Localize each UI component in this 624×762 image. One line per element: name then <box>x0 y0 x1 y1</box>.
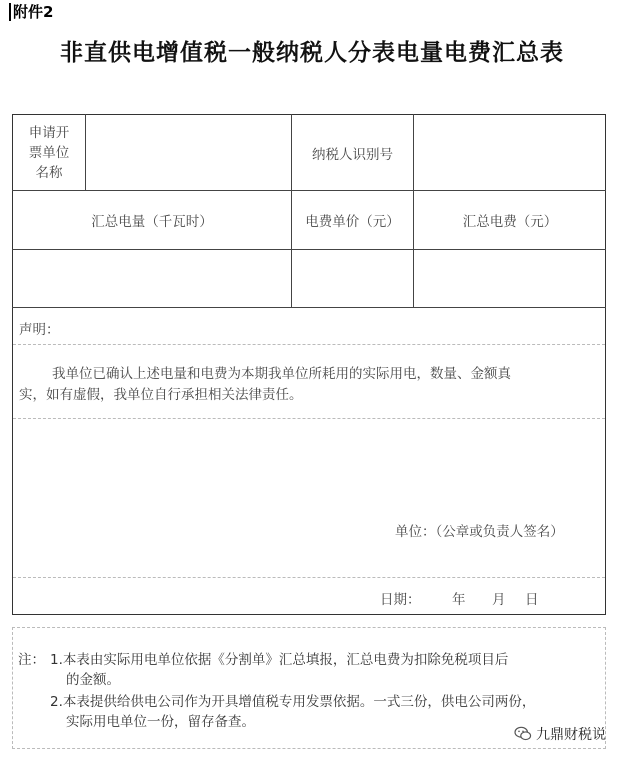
applicant-label-line: 申请开 <box>28 125 70 141</box>
row-divider <box>12 249 606 250</box>
date-label: 日期： <box>380 592 421 608</box>
taxpayer-id-input[interactable] <box>415 116 605 189</box>
form-title: 非直供电增值税一般纳税人分表电量电费汇总表 <box>60 40 564 66</box>
notes-prefix: 注： <box>18 652 45 668</box>
total-kwh-input[interactable] <box>14 251 290 306</box>
date-day: 日 <box>525 592 539 608</box>
attachment-label: 附件2 <box>9 3 53 21</box>
total-kwh-header: 汇总电量（千瓦时） <box>91 214 213 230</box>
watermark-brand <box>514 724 606 744</box>
total-fee-input[interactable] <box>415 251 605 306</box>
note-1-line-1: 1.本表由实际用电单位依据《分割单》汇总填报，汇总电费为扣除免税项目后 <box>50 652 509 668</box>
applicant-name-input[interactable] <box>87 116 290 189</box>
row-divider <box>12 307 606 308</box>
dashed-divider <box>13 577 605 578</box>
declaration-label: 声明： <box>19 322 60 338</box>
dashed-divider <box>13 344 605 345</box>
watermark-text: 九鼎财税说 <box>536 727 606 743</box>
applicant-label-line: 票单位 <box>28 145 70 161</box>
declaration-text-line1: 我单位已确认上述电量和电费为本期我单位所耗用的实际用电，数量、金额真 <box>52 366 511 382</box>
wechat-icon <box>514 726 532 742</box>
date-month: 月 <box>492 592 506 608</box>
total-fee-header: 汇总电费（元） <box>462 214 558 230</box>
unit-price-header: 电费单价（元） <box>305 214 400 230</box>
dashed-divider <box>13 418 605 419</box>
applicant-label-line: 名称 <box>35 165 63 181</box>
col-divider <box>85 114 86 190</box>
declaration-text-line2: 实，如有虚假，我单位自行承担相关法律责任。 <box>19 387 303 403</box>
applicant-label-cell <box>13 118 85 188</box>
date-year: 年 <box>452 592 466 608</box>
taxpayer-id-label: 纳税人识别号 <box>312 146 393 163</box>
note-2-line-1: 2.本表提供给供电公司作为开具增值税专用发票依据。一式三份，供电公司两份， <box>50 694 536 710</box>
note-2-line-2: 实际用电单位一份，留存备查。 <box>66 714 255 730</box>
unit-price-input[interactable] <box>293 251 412 306</box>
unit-signature-label: 单位：（公章或负责人签名） <box>395 524 564 540</box>
note-1-line-2: 的金额。 <box>66 672 120 688</box>
